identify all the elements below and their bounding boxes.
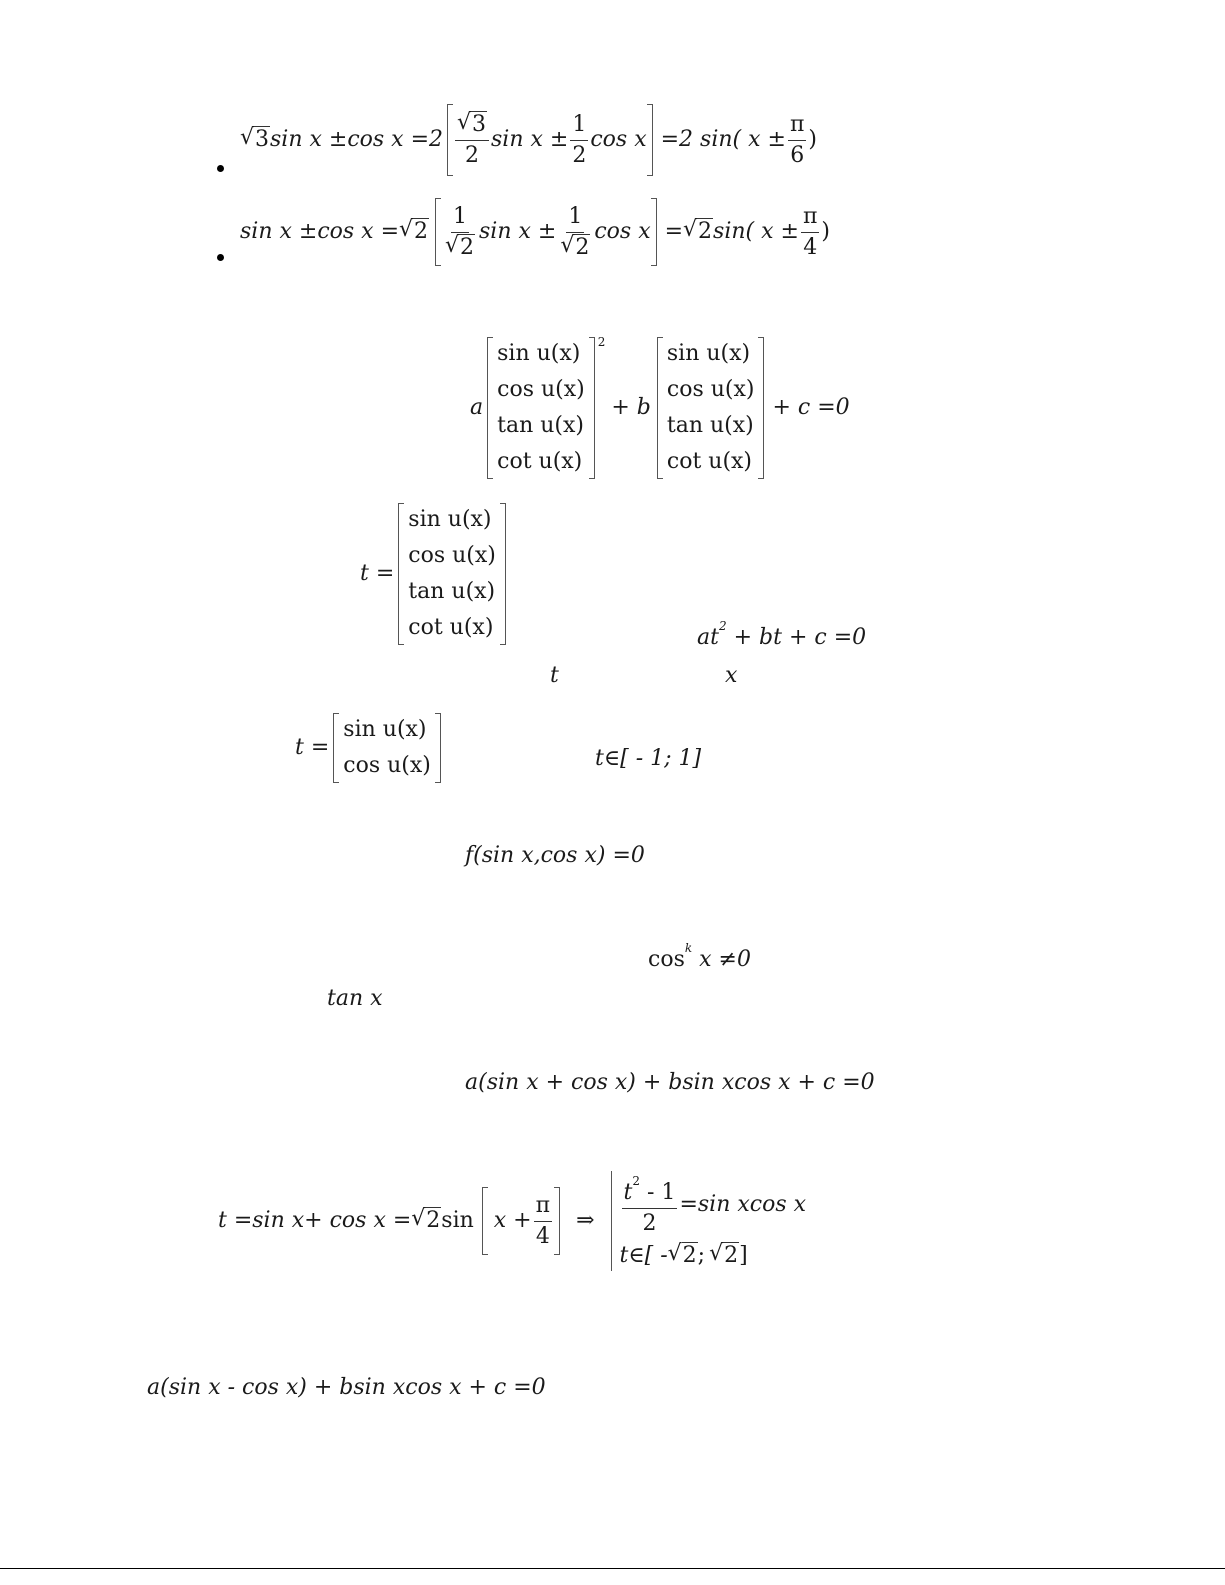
eq2-mid: sin x ± <box>479 219 557 244</box>
trig-column: sin u(x) cos u(x) tan u(x) cot u(x) <box>408 507 496 640</box>
system-lines: $\frac{t^2 - 1}{2}$ =sin xcos x t∈[ - √ 2 ; √ 2 ] <box>620 1175 807 1266</box>
eq2-close: ) <box>821 219 831 244</box>
t-range: t∈[ - 1; 1] <box>595 746 702 771</box>
frac-sqrt3-2: √ $\frac{3}{2}$ <box>455 113 489 166</box>
frac-pi-4: $\frac{\pi}{4}$ <box>802 204 818 260</box>
sqrt-2: √ 2 <box>411 1210 441 1232</box>
eq2-rhs: = <box>664 219 684 244</box>
exponent: 2 <box>597 335 606 349</box>
bracket-left <box>435 198 441 266</box>
trig-column-2: sin u(x) cos u(x) tan u(x) cot u(x) <box>666 341 755 474</box>
eq1-mid: sin x ± <box>491 127 569 152</box>
cos-power-nonzero: $\cos^k x \ne 0$ <box>648 941 751 972</box>
eq1-lhs: sin x ±cos x =2 <box>270 127 444 152</box>
bracket-left <box>447 104 453 176</box>
plus-c: + c =0 <box>772 395 850 420</box>
frac-pi-4: $\frac{\pi}{4}$ <box>535 1193 551 1249</box>
eq2-rhs2: sin( x ± <box>713 219 799 244</box>
bracket-right <box>647 104 653 176</box>
eq2-tail: cos x <box>594 219 651 244</box>
bracket-right-2 <box>758 337 764 479</box>
range-a: t∈[ - <box>619 1242 668 1268</box>
equation-symmetric: a(sin x + cos x) + bsin xcos x + c =0 <box>465 1070 875 1095</box>
sqrt-2: √ 2 <box>399 221 429 243</box>
frac-1-2: $\frac{1}{2}$ <box>572 112 587 168</box>
coef-a: a <box>470 395 484 420</box>
bullet-2 <box>217 254 224 261</box>
equation-t-substitution <box>360 502 506 646</box>
bracket-right <box>589 337 595 479</box>
sub-rhs: =sin xcos x <box>679 1192 807 1217</box>
frac-t2-1-over-2: $\frac{t^2 - 1}{2}$ <box>623 1174 676 1236</box>
trig-column-1: sin u(x) cos u(x) tan u(x) cot u(x) <box>497 341 585 474</box>
equation-polynomial: $at^2$ + bt + c =0 <box>697 619 867 650</box>
bracket-right <box>500 503 506 645</box>
equation-sqrt3-identity <box>240 105 817 175</box>
t-lhs: t = <box>295 735 330 760</box>
implies-arrow: ⇒ <box>576 1208 595 1233</box>
bracket-right <box>651 198 657 266</box>
bracket-right <box>435 713 441 783</box>
bullet-1 <box>217 165 224 172</box>
frac-1-sqrt2: 1 √ 2 <box>443 205 477 258</box>
eq1-close: ) <box>808 127 818 152</box>
sub-lhs: t =sin x+ cos x = <box>218 1208 412 1233</box>
eq1-tail: cos x <box>590 127 647 152</box>
t-lhs: t = <box>360 561 395 586</box>
eq2-lhs: sin x ±cos x = <box>240 219 400 244</box>
sub-x: x + <box>493 1208 532 1233</box>
range-c: ] <box>739 1242 748 1268</box>
eq1-rhs: =2 sin( x ± <box>660 127 786 152</box>
range-b: ; <box>697 1242 706 1268</box>
sqrt-2-b: √ 2 <box>683 221 713 243</box>
frac-1-sqrt2-b: 1 √ 2 <box>558 205 592 258</box>
equation-f-sin-cos: f(sin x,cos x) =0 <box>465 843 645 868</box>
equation-t-sin-cos <box>295 712 441 784</box>
paren-left <box>482 1187 488 1255</box>
paren-right <box>554 1187 560 1255</box>
sqrt-3: √ 3 <box>240 129 270 151</box>
variable-t: t <box>550 663 559 688</box>
page-bottom-rule <box>0 1568 1225 1569</box>
frac-pi-6: $\frac{\pi}{6}$ <box>789 112 805 168</box>
plus-b: + b <box>611 395 651 420</box>
variable-x: x <box>725 663 738 688</box>
system-brace <box>611 1171 612 1271</box>
tan-x: tan x <box>327 986 383 1011</box>
equation-antisymmetric: a(sin x - cos x) + bsin xcos x + c =0 <box>147 1375 546 1400</box>
equation-quadratic-trig <box>470 336 850 480</box>
sub-sin: sin <box>441 1208 474 1233</box>
sin-cos-column: sin u(x) cos u(x) <box>343 717 431 778</box>
equation-sqrt2-identity <box>240 198 830 266</box>
equation-substitution-system <box>218 1165 806 1277</box>
